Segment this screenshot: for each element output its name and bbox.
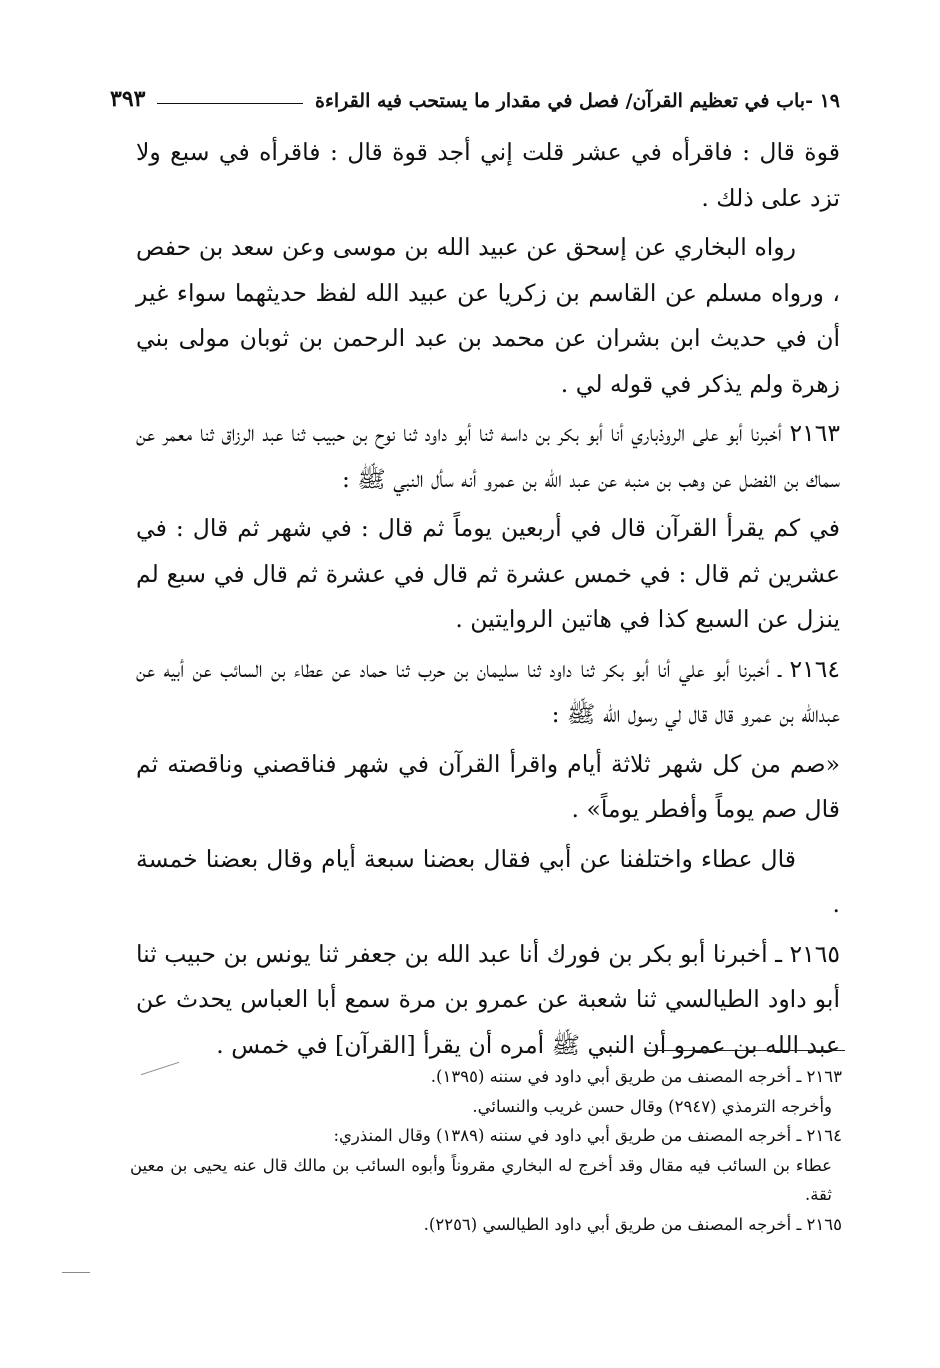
footnote-divider <box>645 1050 845 1051</box>
footnote-line: وأخرجه الترمذي (٢٩٤٧) وقال حسن غريب والنسائي. <box>472 1096 832 1116</box>
header-rule <box>157 103 303 104</box>
hadith-2165: ٢١٦٥ ـ أخبرنا أبو بكر بن فورك أنا عبد الله بن جعفر ثنا يونس بن حبيب ثنا أبو داود الطيالسي ثنا شعبة عن عمرو بن مرة سمع أبا العباس يحدث عن عبد الله بن عمرو أن النبي ﷺ أمره أن يقرأ [القرآن] في خمس . <box>136 939 840 1059</box>
footnote-2165: ٢١٦٥ ـ أخرجه المصنف من طريق أبي داود الطيالسي (٢٢٥٦). <box>423 1214 842 1234</box>
hadith-2164: ٢١٦٤ ـ أخبرنا أبو علي أنا أبو بكر ثنا داود ثنا سليمان بن حرب ثنا حماد عن عطاء بن السائب عن أبيه عن عبدالله بن عمرو قال قال لي رسول الله ﷺ : <box>136 654 840 728</box>
page-header <box>110 82 840 112</box>
hadith-2163: ٢١٦٣ أخبرنا أبو على الروذباري أنا أبو بكر بن داسه ثنا أبو داود ثنا نوح بن حبيب ثنا عبد الرزاق ثنا معمر عن سماك بن الفضل عن وهب بن منبه عن عبد الله بن عمرو أنه سأل النبي ﷺ : <box>136 419 840 493</box>
footnote-line: عطاء بن السائب فيه مقال وقد أخرج له البخاري مقروناً وأبوه السائب بن مالك قال عنه يحيى بن معين ثقة. <box>130 1155 832 1204</box>
running-title: ١٩ -باب في تعظيم القرآن/ فصل في مقدار ما يستحب فيه القراءة <box>315 90 840 112</box>
main-text <box>136 130 840 1072</box>
footnotes <box>130 1062 842 1239</box>
paragraph: قال عطاء واختلفنا عن أبي فقال بعضنا سبعة أيام وقال بعضنا خمسة . <box>136 844 840 918</box>
paragraph: قوة قال : فاقرأه في عشر قلت إني أجد قوة قال : فاقرأه في سبع ولا تزد على ذلك . <box>136 138 840 212</box>
paragraph: «صم من كل شهر ثلاثة أيام واقرأ القرآن في شهر فناقصني وناقصته ثم قال صم يوماً وأفطر يوماً» . <box>136 749 840 823</box>
footnote-2164: ٢١٦٤ ـ أخرجه المصنف من طريق أبي داود في سننه (١٣٨٩) وقال المنذري: <box>333 1126 842 1145</box>
footnote-2163: ٢١٦٣ ـ أخرجه المصنف من طريق أبي داود في سننه (١٣٩٥). <box>430 1067 842 1086</box>
scan-mark <box>62 1272 90 1273</box>
paragraph: رواه البخاري عن إسحق عن عبيد الله بن موسى وعن سعد بن حفص ، ورواه مسلم عن القاسم بن زكريا عن عبيد الله لفظ حديثهما سواء غير أن في حديث ابن بشران عن محمد بن عبد الرحمن بن ثوبان مولى بني زهرة ولم يذكر في قوله لي . <box>136 233 840 398</box>
page-number: ٣٩٣ <box>110 86 146 112</box>
paragraph: في كم يقرأ القرآن قال في أربعين يوماً ثم قال : في شهر ثم قال : في عشرين ثم قال : في خمس عشرة ثم قال في عشرة ثم قال في سبع لم ينزل عن السبع كذا في هاتين الروايتين . <box>136 514 840 633</box>
